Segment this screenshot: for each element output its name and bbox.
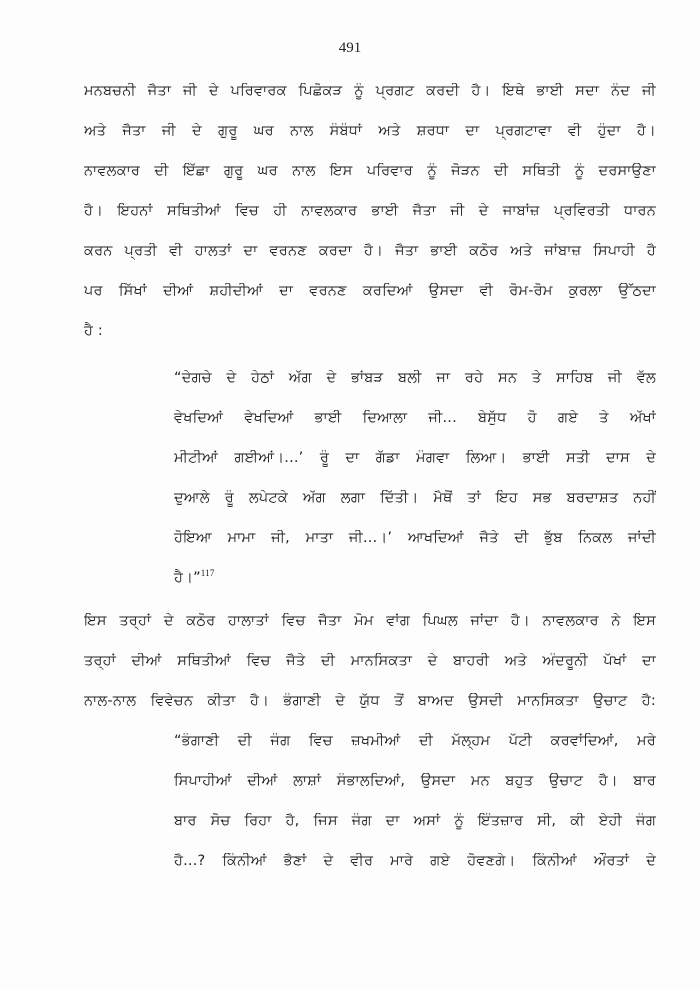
quote-line: “ਦੇਗਚੇ ਦੇ ਹੇਠਾਂ ਅੱਗ ਦੇ ਭਾਂਬੜ ਬਲੀ ਜਾ ਰਹੇ ਸਨ ਤੇ ਸਾਹਿਬ ਜੀ ਵੱਲ: [174, 370, 656, 386]
quote-line: ਦੁਆਲੇ ਰੂੰ ਲਪੇਟਕੇ ਅੱਗ ਲਗਾ ਦਿੱਤੀ। ਮੈਥੋਂ ਤਾਂ ਇਹ ਸਭ ਬਰਦਾਸ਼ਤ ਨਹੀਂ: [174, 490, 656, 506]
paragraph-line: ਤਰ੍ਹਾਂ ਦੀਆਂ ਸਥਿਤੀਆਂ ਵਿਚ ਜੈਤੇ ਦੀ ਮਾਨਸਿਕਤਾ ਦੇ ਬਾਹਰੀ ਅਤੇ ਅੰਦਰੂਨੀ ਪੱਖਾਂ ਦਾ: [84, 653, 656, 669]
quote-line: ਹੋਇਆ ਮਾਮਾ ਜੀ, ਮਾਤਾ ਜੀ...।’ ਆਖਦਿਆਂ ਜੈਤੇ ਦੀ ਭੁੱਬ ਨਿਕਲ ਜਾਂਦੀ: [174, 530, 656, 546]
paragraph-line: ਹੈ। ਇਹਨਾਂ ਸਥਿਤੀਆਂ ਵਿਚ ਹੀ ਨਾਵਲਕਾਰ ਭਾਈ ਜੈਤਾ ਜੀ ਦੇ ਜਾਬਾਂਜ਼ ਪ੍ਰਵਿਰਤੀ ਧਾਰਨ: [84, 203, 656, 219]
quote-line: ਮੀਟੀਆਂ ਗਈਆਂ।...’ ਰੂੰ ਦਾ ਗੱਡਾ ਮੰਗਵਾ ਲਿਆ। ਭਾਈ ਸਤੀ ਦਾਸ ਦੇ: [174, 450, 656, 466]
paragraph-line: ਮਨਬਚਨੀ ਜੈਤਾ ਜੀ ਦੇ ਪਰਿਵਾਰਕ ਪਿਛੋਕੜ ਨੂੰ ਪ੍ਰਗਟ ਕਰਦੀ ਹੈ। ਇਥੇ ਭਾਈ ਸਦਾ ਨੰਦ ਜੀ: [84, 83, 656, 99]
paragraph-line: ਨਾਲ-ਨਾਲ ਵਿਵੇਚਨ ਕੀਤਾ ਹੈ। ਭੰਗਾਣੀ ਦੇ ਯੁੱਧ ਤੋਂ ਬਾਅਦ ਉਸਦੀ ਮਾਨਸਿਕਤਾ ਉਚਾਟ ਹੈ:: [84, 693, 656, 709]
paragraph-line: ਕਰਨ ਪ੍ਰਤੀ ਵੀ ਹਾਲਤਾਂ ਦਾ ਵਰਨਣ ਕਰਦਾ ਹੈ। ਜੈਤਾ ਭਾਈ ਕਠੋਰ ਅਤੇ ਜਾਂਬਾਜ਼ ਸਿਪਾਹੀ ਹੈ: [84, 243, 656, 259]
paragraph-line: ਨਾਵਲਕਾਰ ਦੀ ਇੱਛਾ ਗੁਰੂ ਘਰ ਨਾਲ ਇਸ ਪਰਿਵਾਰ ਨੂੰ ਜੋੜਨ ਦੀ ਸਥਿਤੀ ਨੂੰ ਦਰਸਾਉਣਾ: [84, 163, 656, 179]
quote-closing-text: ਹੈ।”: [174, 569, 201, 586]
quote-line: ਸਿਪਾਹੀਆਂ ਦੀਆਂ ਲਾਸ਼ਾਂ ਸੰਭਾਲਦਿਆਂ, ਉਸਦਾ ਮਨ ਬਹੁਤ ਉਚਾਟ ਹੈ। ਬਾਰ: [174, 773, 656, 789]
quote-line: ਬਾਰ ਸੋਚ ਰਿਹਾ ਹੈ, ਜਿਸ ਜੰਗ ਦਾ ਅਸਾਂ ਨੂੰ ਇੰਤਜ਼ਾਰ ਸੀ, ਕੀ ਏਹੀ ਜੰਗ: [174, 813, 656, 829]
quote-line: ਵੇਖਦਿਆਂ ਵੇਖਦਿਆਂ ਭਾਈ ਦਿਆਲਾ ਜੀ... ਬੇਸੁੱਧ ਹੋ ਗਏ ਤੇ ਅੱਖਾਂ: [174, 410, 656, 426]
quote-line: ਹੈ...? ਕਿੰਨੀਆਂ ਭੈਣਾਂ ਦੇ ਵੀਰ ਮਾਰੇ ਗਏ ਹੋਵਣਗੇ। ਕਿੰਨੀਆਂ ਔਰਤਾਂ ਦੇ: [174, 853, 656, 869]
footnote-marker: 117: [200, 568, 215, 578]
quote-line-last: [174, 568, 656, 586]
paragraph-line: ਪਰ ਸਿੱਖਾਂ ਦੀਆਂ ਸ਼ਹੀਦੀਆਂ ਦਾ ਵਰਨਣ ਕਰਦਿਆਂ ਉਸਦਾ ਵੀ ਰੋਮ-ਰੋਮ ਕੁਰਲਾ ਉੱਠਦਾ: [84, 283, 656, 299]
paragraph-line: ਹੈ :: [84, 323, 103, 339]
paragraph-line: ਅਤੇ ਜੈਤਾ ਜੀ ਦੇ ਗੁਰੂ ਘਰ ਨਾਲ ਸੰਬੰਧਾਂ ਅਤੇ ਸ਼ਰਧਾ ਦਾ ਪ੍ਰਗਟਾਵਾ ਵੀ ਹੁੰਦਾ ਹੈ।: [84, 123, 656, 139]
quote-line: “ਭੰਗਾਣੀ ਦੀ ਜੰਗ ਵਿਚ ਜ਼ਖਮੀਆਂ ਦੀ ਮੱਲ੍ਹਮ ਪੱਟੀ ਕਰਵਾਂਦਿਆਂ, ਮਰੇ: [174, 733, 656, 749]
page-number: 491: [338, 40, 362, 56]
paragraph-line: ਇਸ ਤਰ੍ਹਾਂ ਦੇ ਕਠੋਰ ਹਾਲਾਤਾਂ ਵਿਚ ਜੈਤਾ ਮੋਮ ਵਾਂਗ ਪਿਘਲ ਜਾਂਦਾ ਹੈ। ਨਾਵਲਕਾਰ ਨੇ ਇਸ: [84, 613, 656, 629]
